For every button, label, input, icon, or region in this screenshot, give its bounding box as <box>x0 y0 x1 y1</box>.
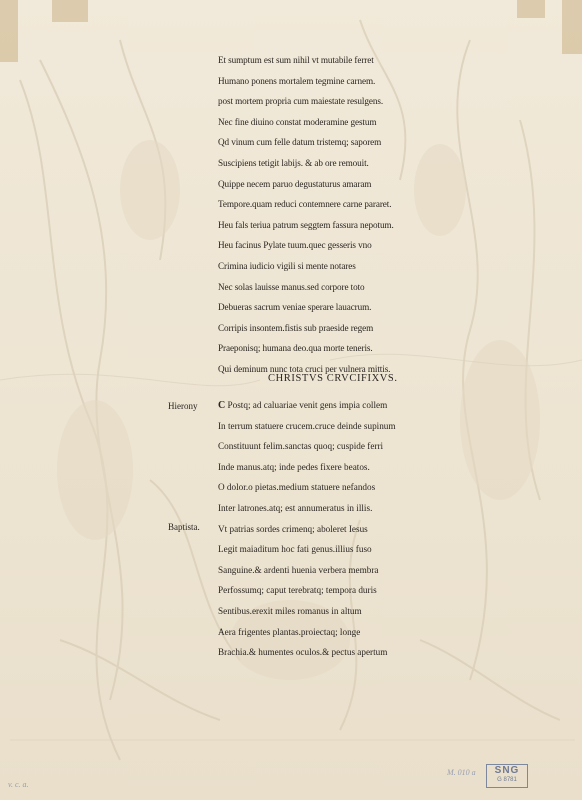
verse-line: Aera frigentes plantas.proiectaq; longe <box>218 626 361 637</box>
verse-line: Humano ponens mortalem tegmine carnem. <box>218 75 376 86</box>
stamp-number: G 8781 <box>497 777 517 783</box>
verse-line: Qui deminum nunc tota cruci per vulnera mittis. <box>218 363 391 374</box>
verse-text: Postq; ad caluariae venit gens impia collem <box>227 400 388 410</box>
verse-line: Sentibus.erexit miles romanus in altum <box>218 605 362 616</box>
verse-line: Praeponisq; humana deo.qua morte teneris. <box>218 343 373 354</box>
verse-line: Sanguine.& ardenti huenia verbera membra <box>218 564 379 575</box>
pencil-note: v. c. a. <box>8 780 29 789</box>
verse-line: Corripis insontem.fistis sub praeside regem <box>218 322 374 333</box>
verse-line: Inter latrones.atq; est annumeratus in illis. <box>218 502 373 513</box>
verse-line: Debueras sacrum veniae sperare lauacrum. <box>218 302 372 313</box>
paper-tab <box>52 0 88 22</box>
verse-line: Inde manus.atq; inde pedes fixere beatos. <box>218 461 370 472</box>
section-heading: CHRISTVS CRVCIFIXVS. <box>268 373 398 384</box>
paper-tab <box>562 0 582 54</box>
verse-line: Heu facinus Pylate tuum.quec gesseris vno <box>218 240 372 251</box>
verse-line: In terrum statuere crucem.cruce deinde supinum <box>218 420 396 431</box>
verse-line: Suscipiens tetigit labijs. & ab ore remouit. <box>218 157 369 168</box>
inventory-number: M. 010 a <box>447 768 476 777</box>
verse-block-1 <box>218 50 428 380</box>
collection-stamp <box>486 764 528 788</box>
verse-line: Constituunt felim.sanctas quoq; cuspide ferri <box>218 441 384 452</box>
verse-line: Heu fals teriua patrum seggtem fassura nepotum. <box>218 219 394 230</box>
verse-line: Quippe necem paruo degustaturus amaram <box>218 178 372 189</box>
verse-line: Nec solas lauisse manus.sed corpore toto <box>218 281 365 292</box>
verse-line: post mortem propria cum maiestate resulgens. <box>218 96 384 107</box>
verse-line: Brachia.& humentes oculos.& pectus apertum <box>218 647 388 658</box>
verse-line: Qd vinum cum felle datum tristemq; saporem <box>218 137 382 148</box>
verse-line: Et sumptum est sum nihil vt mutabile ferret <box>218 55 374 65</box>
speaker-label: Baptista. <box>168 522 200 532</box>
paper-tab <box>0 0 18 62</box>
paragraph-mark: C <box>218 400 226 411</box>
verse-line: O dolor.o pietas.medium statuere nefandos <box>218 482 376 493</box>
verse-line: Crimina iudicio vigili si mente notares <box>218 260 356 271</box>
verse-line <box>218 395 428 416</box>
speaker-label: Hierony <box>168 401 198 411</box>
stamp-text: SNG <box>494 765 520 776</box>
verse-line: Legit maiaditum hoc fati genus.illius fuso <box>218 544 372 555</box>
paper-tab <box>517 0 545 18</box>
verse-line: Perfossumq; caput terebratq; tempora duris <box>218 585 377 596</box>
verse-line: Vt patrias sordes crimenq; aboleret Iesus <box>218 523 368 534</box>
verse-line: Tempore.quam reduci contemnere carne pararet. <box>218 199 392 210</box>
verse-line: Nec fine diuino constat moderamine gestum <box>218 116 377 127</box>
verse-block-2 <box>218 395 428 663</box>
